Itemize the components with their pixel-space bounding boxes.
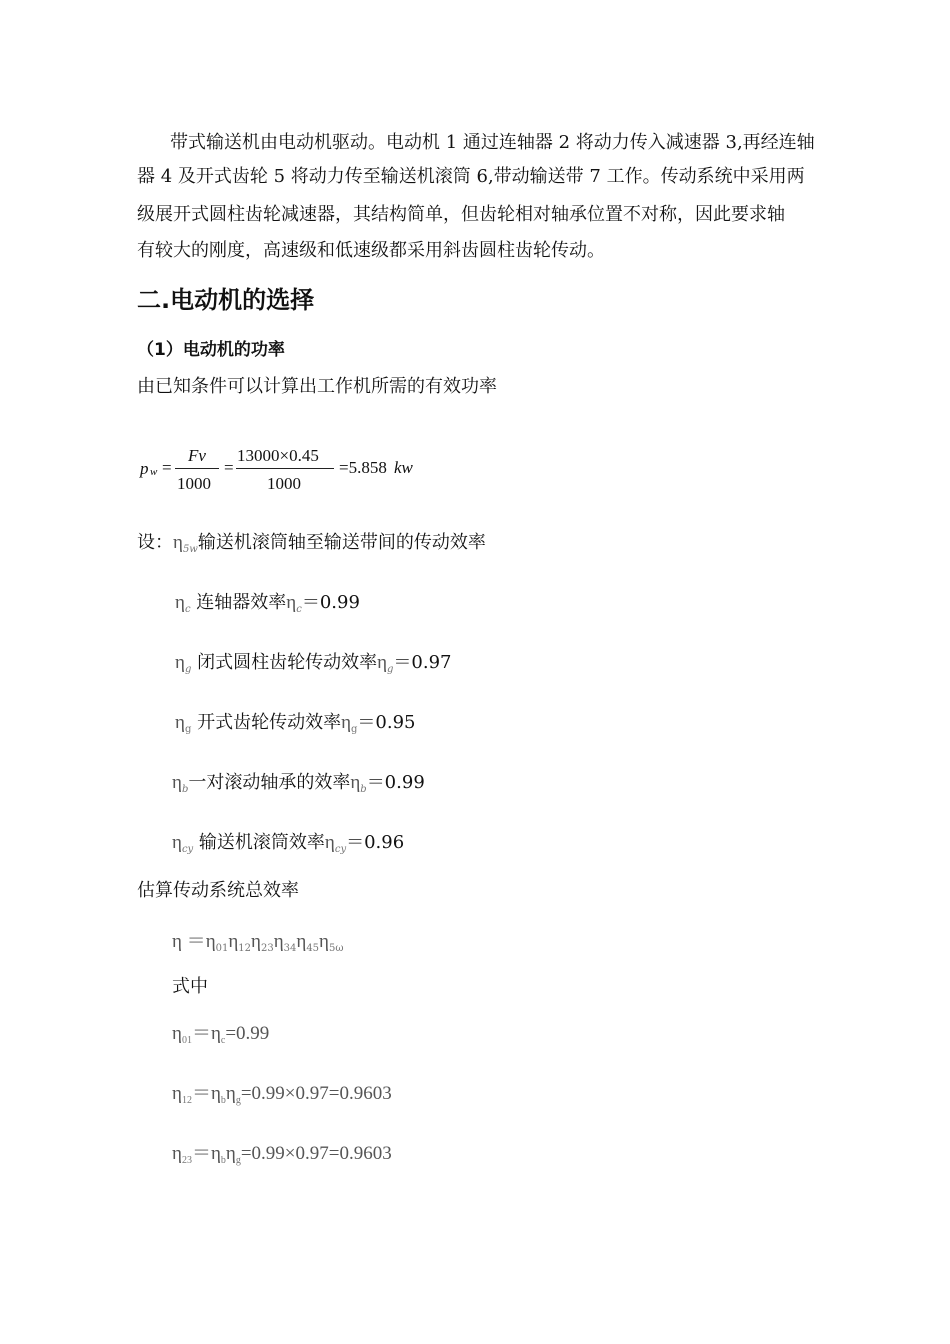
where-label: 式中 [172, 976, 208, 997]
eta-subscript: g [184, 664, 192, 675]
eta-subscript: c [296, 604, 302, 615]
efficiency-label: 闭式圆柱齿轮传动效率 [197, 652, 378, 673]
efficiency-label: 一对滚动轴承的效率 [188, 772, 351, 793]
efficiency-item [172, 828, 404, 855]
eta-symbol: η [273, 931, 284, 952]
eta-symbol: η [350, 772, 361, 793]
efficiency-label: 连轴器效率 [196, 592, 287, 613]
section-title: 二.电动机的选择 [137, 286, 315, 314]
formula-den2: 1000 [267, 474, 301, 493]
assume-prefix: 设： [137, 532, 173, 553]
eta-subscript: g [387, 664, 394, 675]
efficiency-value: ＝0.99 [366, 772, 425, 793]
eta-symbol: η [175, 712, 185, 733]
efficiency-item [175, 708, 416, 735]
calc-line [172, 1078, 392, 1106]
eta-subscript: 12 [238, 943, 252, 954]
eta-subscript: b [220, 1155, 226, 1166]
formula-lhs-sub: w [150, 466, 158, 478]
calc-value: =0.99×0.97=0.9603 [240, 1143, 392, 1164]
eta-subscript: c [184, 604, 191, 615]
formula-result: =5.858 [339, 458, 387, 477]
total-efficiency-equation [172, 926, 344, 954]
eta-subscript: 5ω [328, 943, 344, 954]
eta-symbol: η [324, 832, 335, 853]
eta-symbol: η [225, 1143, 236, 1164]
assume-text: 输送机滚筒轴至输送带间的传动效率 [197, 532, 486, 553]
formula-num2: 13000×0.45 [237, 446, 319, 465]
eta-symbol: η [172, 1083, 182, 1104]
formula-unit: kw [394, 458, 413, 477]
eta-symbol: η [341, 712, 352, 733]
efficiency-item [175, 648, 452, 675]
calc-value: =0.99×0.97=0.9603 [240, 1083, 392, 1104]
eta-subscript: cy [181, 844, 194, 855]
fraction-bar-1 [175, 468, 219, 469]
eta-subscript: 45 [306, 943, 320, 954]
eta-symbol: η [228, 931, 239, 952]
eta-symbol: η [173, 532, 183, 553]
efficiency-item [175, 588, 360, 615]
eta-symbol: η [172, 1143, 182, 1164]
efficiency-value: ＝0.95 [357, 712, 416, 733]
eta-subscript: g [351, 724, 358, 735]
fraction-bar-2 [236, 468, 334, 469]
eta-symbol: η [377, 652, 388, 673]
eta-symbol: η [175, 652, 185, 673]
intro-line-2: 器 4 及开式齿轮 5 将动力传至输送机滚筒 6,带动输送带 7 工作。传动系统中采用两 [137, 166, 805, 187]
eta-subscript: g [235, 1095, 241, 1106]
eta-subscript: 12 [181, 1095, 192, 1106]
eta-symbol: η [319, 931, 329, 952]
eta-subscript: c [220, 1035, 226, 1046]
calc-rhs: ＝η [191, 1143, 221, 1164]
efficiency-item [172, 768, 425, 795]
power-intro: 由已知条件可以计算出工作机所需的有效功率 [137, 376, 497, 397]
efficiency-value: ＝0.97 [393, 652, 452, 673]
formula-eq2: = [224, 458, 234, 477]
total-eta-lhs: η ＝ [172, 931, 206, 952]
efficiency-value: ＝0.96 [346, 832, 405, 853]
eta-subscript: 34 [283, 943, 297, 954]
calc-line [172, 1138, 392, 1166]
formula-den1: 1000 [177, 474, 211, 493]
eta-symbol: η [286, 592, 297, 613]
calc-rhs: ＝η [191, 1023, 221, 1044]
calc-rhs: ＝η [191, 1083, 221, 1104]
eta-symbol: η [251, 931, 261, 952]
efficiency-label: 输送机滚筒效率 [198, 832, 325, 853]
eta-subscript: g [235, 1155, 241, 1166]
subsection-title: （1）电动机的功率 [137, 340, 285, 360]
eta-symbol: η [296, 931, 307, 952]
assume-line [137, 528, 486, 555]
intro-line-3: 级展开式圆柱齿轮减速器，其结构简单，但齿轮相对轴承位置不对称，因此要求轴 [137, 204, 785, 225]
efficiency-value: ＝0.99 [301, 592, 360, 613]
eta-subscript: 23 [260, 943, 274, 954]
formula-lhs: p [140, 459, 149, 478]
eta-symbol: η [172, 772, 182, 793]
intro-line-1: 带式输送机由电动机驱动。电动机 1 通过连轴器 2 将动力传入减速器 3,再经连轴 [170, 132, 815, 153]
eta-subscript: b [220, 1095, 226, 1106]
power-formula [137, 440, 437, 500]
eta-subscript: b [360, 784, 367, 795]
eta-symbol: η [172, 1023, 182, 1044]
eta-symbol: η [225, 1083, 236, 1104]
efficiency-label: 开式齿轮传动效率 [197, 712, 342, 733]
eta-subscript: 01 [215, 943, 229, 954]
eta-symbol: η [205, 931, 216, 952]
calc-line [172, 1018, 269, 1046]
eta-subscript: b [181, 784, 189, 795]
eta-subscript: 01 [181, 1035, 192, 1046]
eta-subscript: cy [334, 844, 347, 855]
calc-value: =0.99 [225, 1023, 270, 1044]
eta-subscript: g [184, 724, 192, 735]
eta-symbol: η [172, 832, 182, 853]
eta-symbol: η [175, 592, 185, 613]
eta-subscript: 5w [182, 544, 198, 555]
estimate-label: 估算传动系统总效率 [137, 880, 299, 901]
formula-eq1: = [162, 458, 172, 477]
eta-subscript: 23 [181, 1155, 192, 1166]
intro-line-4: 有较大的刚度，高速级和低速级都采用斜齿圆柱齿轮传动。 [137, 240, 605, 261]
formula-num1: Fv [188, 446, 206, 465]
